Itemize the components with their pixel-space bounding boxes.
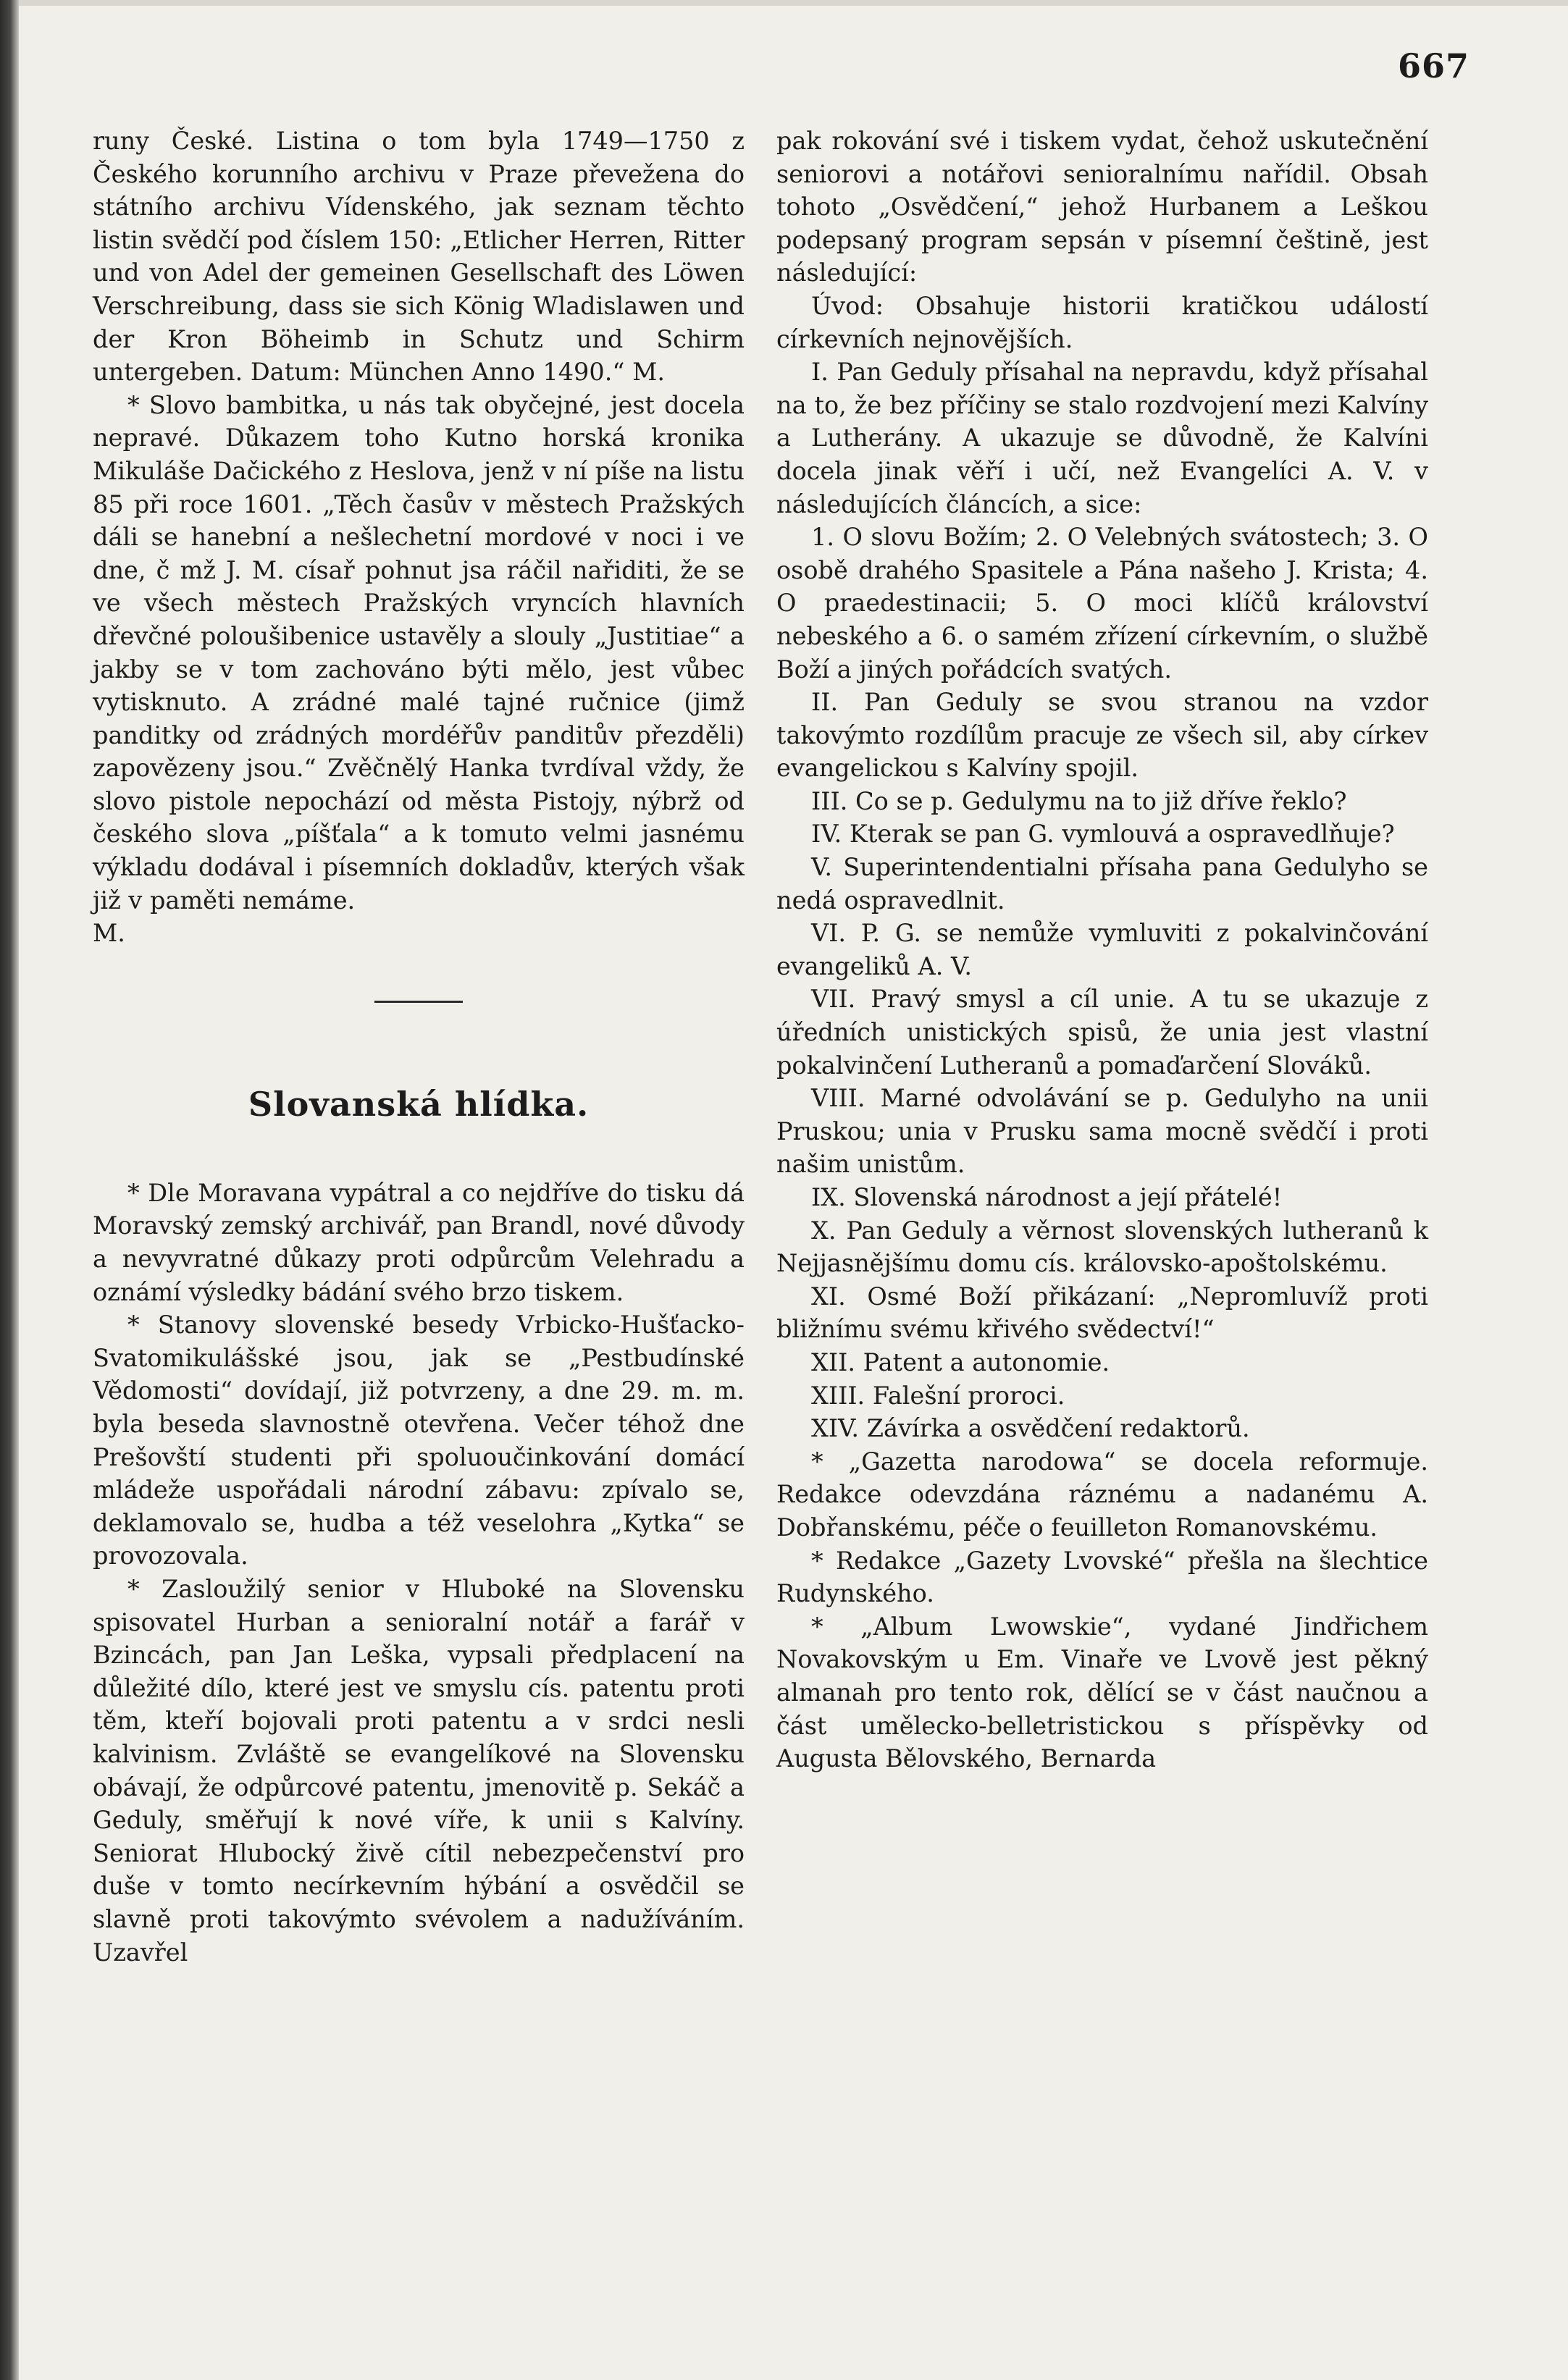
list-item: I. Pan Geduly přísahal na nepravdu, když přísahal na to, že bez příčiny se stalo rozdvojení mezi Kalvíny a Lutherány. A ukazuje se důvodně, že Kalvíni docela jinak věří i učí, než Evangelíci A. V. v následujících článcích, a sice: [776, 358, 1428, 518]
paragraph-intro: pak rokování své i tiskem vydat, čehož uskutečnění seniorovi a notářovi senioralnímu nařídil. Obsah tohoto „Osvědčení,“ jehož Hurbanem a Leškou podepsaný program sepsán v písemní češtině, jest následující: [776, 127, 1428, 287]
section-divider [374, 1001, 463, 1003]
list-item: III. Co se p. Gedulymu na to již dříve řeklo? [811, 786, 1347, 815]
paragraph-senior: * Zasloužilý senior v Hluboké na Slovensku spisovatel Hurban a senioralní notář a farář v Bzincách, pan Jan Leška, vypsali předplacení na důležité dílo, které jest ve smyslu cís. patentu proti těm, kteří bojovali proti patentu a v srdci nesli kalvinism. Zvláště se evangelíkové na Slovensku obávají, že odpůrcové patentu, jmenovitě p. Sekáč a Geduly, směřují k nové víře, k unii s Kalvíny. Seniorat Hlubocký živě cítil nebezpečenství pro duše v tomto necírkevním hýbání a osvědčil se slavně proti takovýmto svévolem a nadužíváním. Uzavřel [93, 1574, 745, 1967]
page-number: 667 [1398, 46, 1470, 85]
list-item: VI. P. G. se nemůže vymluviti z pokalvinčování evangeliků A. V. [776, 919, 1428, 980]
list-item: II. Pan Geduly se svou stranou na vzdor takovýmto rozdílům pracuje ze všech sil, aby církev evangelickou s Kalvíny spojil. [776, 688, 1428, 783]
paragraph-album: * „Album Lwowskie“, vydané Jindřichem Novakovským u Em. Vinaře ve Lvově jest pěkný almanah pro tento rok, dělící se v část naučnou a část umělecko-belletristickou s příspěvky od Augusta Bělovského, Bernarda [776, 1612, 1428, 1773]
list-item: VII. Pravý smysl a cíl unie. A tu se ukazuje z úředních unistických spisů, že unia jest vlastní pokalvinčení Lutheranů a pomaďarčení Slováků. [776, 985, 1428, 1080]
list-item: XIII. Falešní proroci. [811, 1381, 1065, 1410]
paragraph-stanovy: * Stanovy slovenské besedy Vrbicko-Hušťacko-Svatomikulášské jsou, jak se „Pestbudínské Vědomosti“ dovídají, již potvrzeny, a dne 29. m. m. byla beseda slavnostně otevřena. Večer téhož dne Prešovští studenti při spoluoučinkování domácí mládeže uspořádali národní zábavu: zpívalo se, deklamovalo se, hudba a též veselohra „Kytka“ se provozovala. [93, 1311, 745, 1570]
list-item: 1. O slovu Božím; 2. O Velebných svátostech; 3. O osobě drahého Spasitele a Pána našeho J. Krista; 4. O praedestinacii; 5. O moci klíčů království nebeského a 6. o samém zřízení církevním, o službě Boží a jiných pořádcích svatých. [776, 523, 1428, 684]
section-title: Slovanská hlídka. [248, 1084, 590, 1124]
author-signature: M. [93, 919, 125, 948]
list-item: V. Superintendentialni přísaha pana Gedulyho se nedá ospravedlnit. [776, 853, 1428, 914]
paragraph-gazety-lvovske: * Redakce „Gazety Lvovské“ přešla na šlechtice Rudynského. [776, 1546, 1428, 1608]
page-binding-edge [0, 0, 19, 2380]
paragraph-bambitka: * Slovo bambitka, u nás tak obyčejné, jest docela nepravé. Důkazem toho Kutno horská kronika Mikuláše Dačického z Heslova, jenž v ní píše na listu 85 při roce 1601. „Těch časův v městech Pražských dáli se hanební a nešlechetní mordové v noci i ve dne, č mž J. M. císař pohnut jsa ráčil nařiditi, že se ve všech městech Pražských vryncích hlavních dřevčné poloušibenice ustavěly a slouly „Justitiae“ a jakby se v tom zachováno býti mělo, jest vůbec vytisknuto. A zrádné malé tajné ručnice (jimž panditky od zrádných mordéřův panditův přezděli) zapovězeny jsou.“ Zvěčnělý Hanka tvrdíval vždy, že slovo pistole nepochází od města Pistojy, nýbrž od českého slova „píšťala“ a k tomuto velmi jasnému výkladu dodával i písemních dokladův, kterých však již v paměti nemáme. [93, 390, 745, 914]
list-item: XI. Osmé Boží přikázaní: „Nepromluvíž proti bližnímu svému křivého svědectví!“ [776, 1282, 1428, 1344]
paragraph-moravan: * Dle Moravana vypátral a co nejdříve do tisku dá Moravský zemský archivář, pan Brandl, nové důvody a nevyvratné důkazy proti odpůrcům Velehradu a oznámí výsledky bádání svého brzo tiskem. [93, 1178, 745, 1306]
paragraph-continuation: runy České. Listina o tom byla 1749—1750 z Českého korunního archivu v Praze převežena do státního archivu Vídenského, jak seznam těchto listin svědčí pod číslem 150: „Etlicher Herren, Ritter und von Adel der gemeinen Gesellschaft des Löwen Verschreibung, dass sie sich König Wladislawen und der Kron Böheimb in Schutz und Schirm untergeben. Datum: München Anno 1490.“ M. [93, 127, 745, 387]
left-column [93, 125, 745, 1969]
list-item: XIV. Závírka a osvědčení redaktorů. [811, 1414, 1250, 1443]
paragraph-gazetta: * „Gazetta narodowa“ se docela reformuje. Redakce odevzdána ráznému a nadanému A. Dobřanskému, péče o feuilleton Romanovskému. [776, 1447, 1428, 1542]
list-item: VIII. Marné odvolávání se p. Gedulyho na unii Pruskou; unia v Prusku sama mocně svědčí i proti našim unistům. [776, 1084, 1428, 1179]
page-top-edge [0, 0, 1568, 6]
list-item: IV. Kterak se pan G. vymlouvá a ospravedlňuje? [811, 820, 1395, 849]
paragraph-uvod: Úvod: Obsahuje historii kratičkou událostí církevních nejnovějších. [776, 291, 1428, 353]
right-column [776, 125, 1428, 1775]
list-item: IX. Slovenská národnost a její přátelé! [811, 1183, 1283, 1211]
list-item: XII. Patent a autonomie. [811, 1347, 1110, 1376]
list-item: X. Pan Geduly a věrnost slovenských lutheranů k Nejjasnějšímu domu cís. královsko-apoštolskému. [776, 1216, 1428, 1278]
